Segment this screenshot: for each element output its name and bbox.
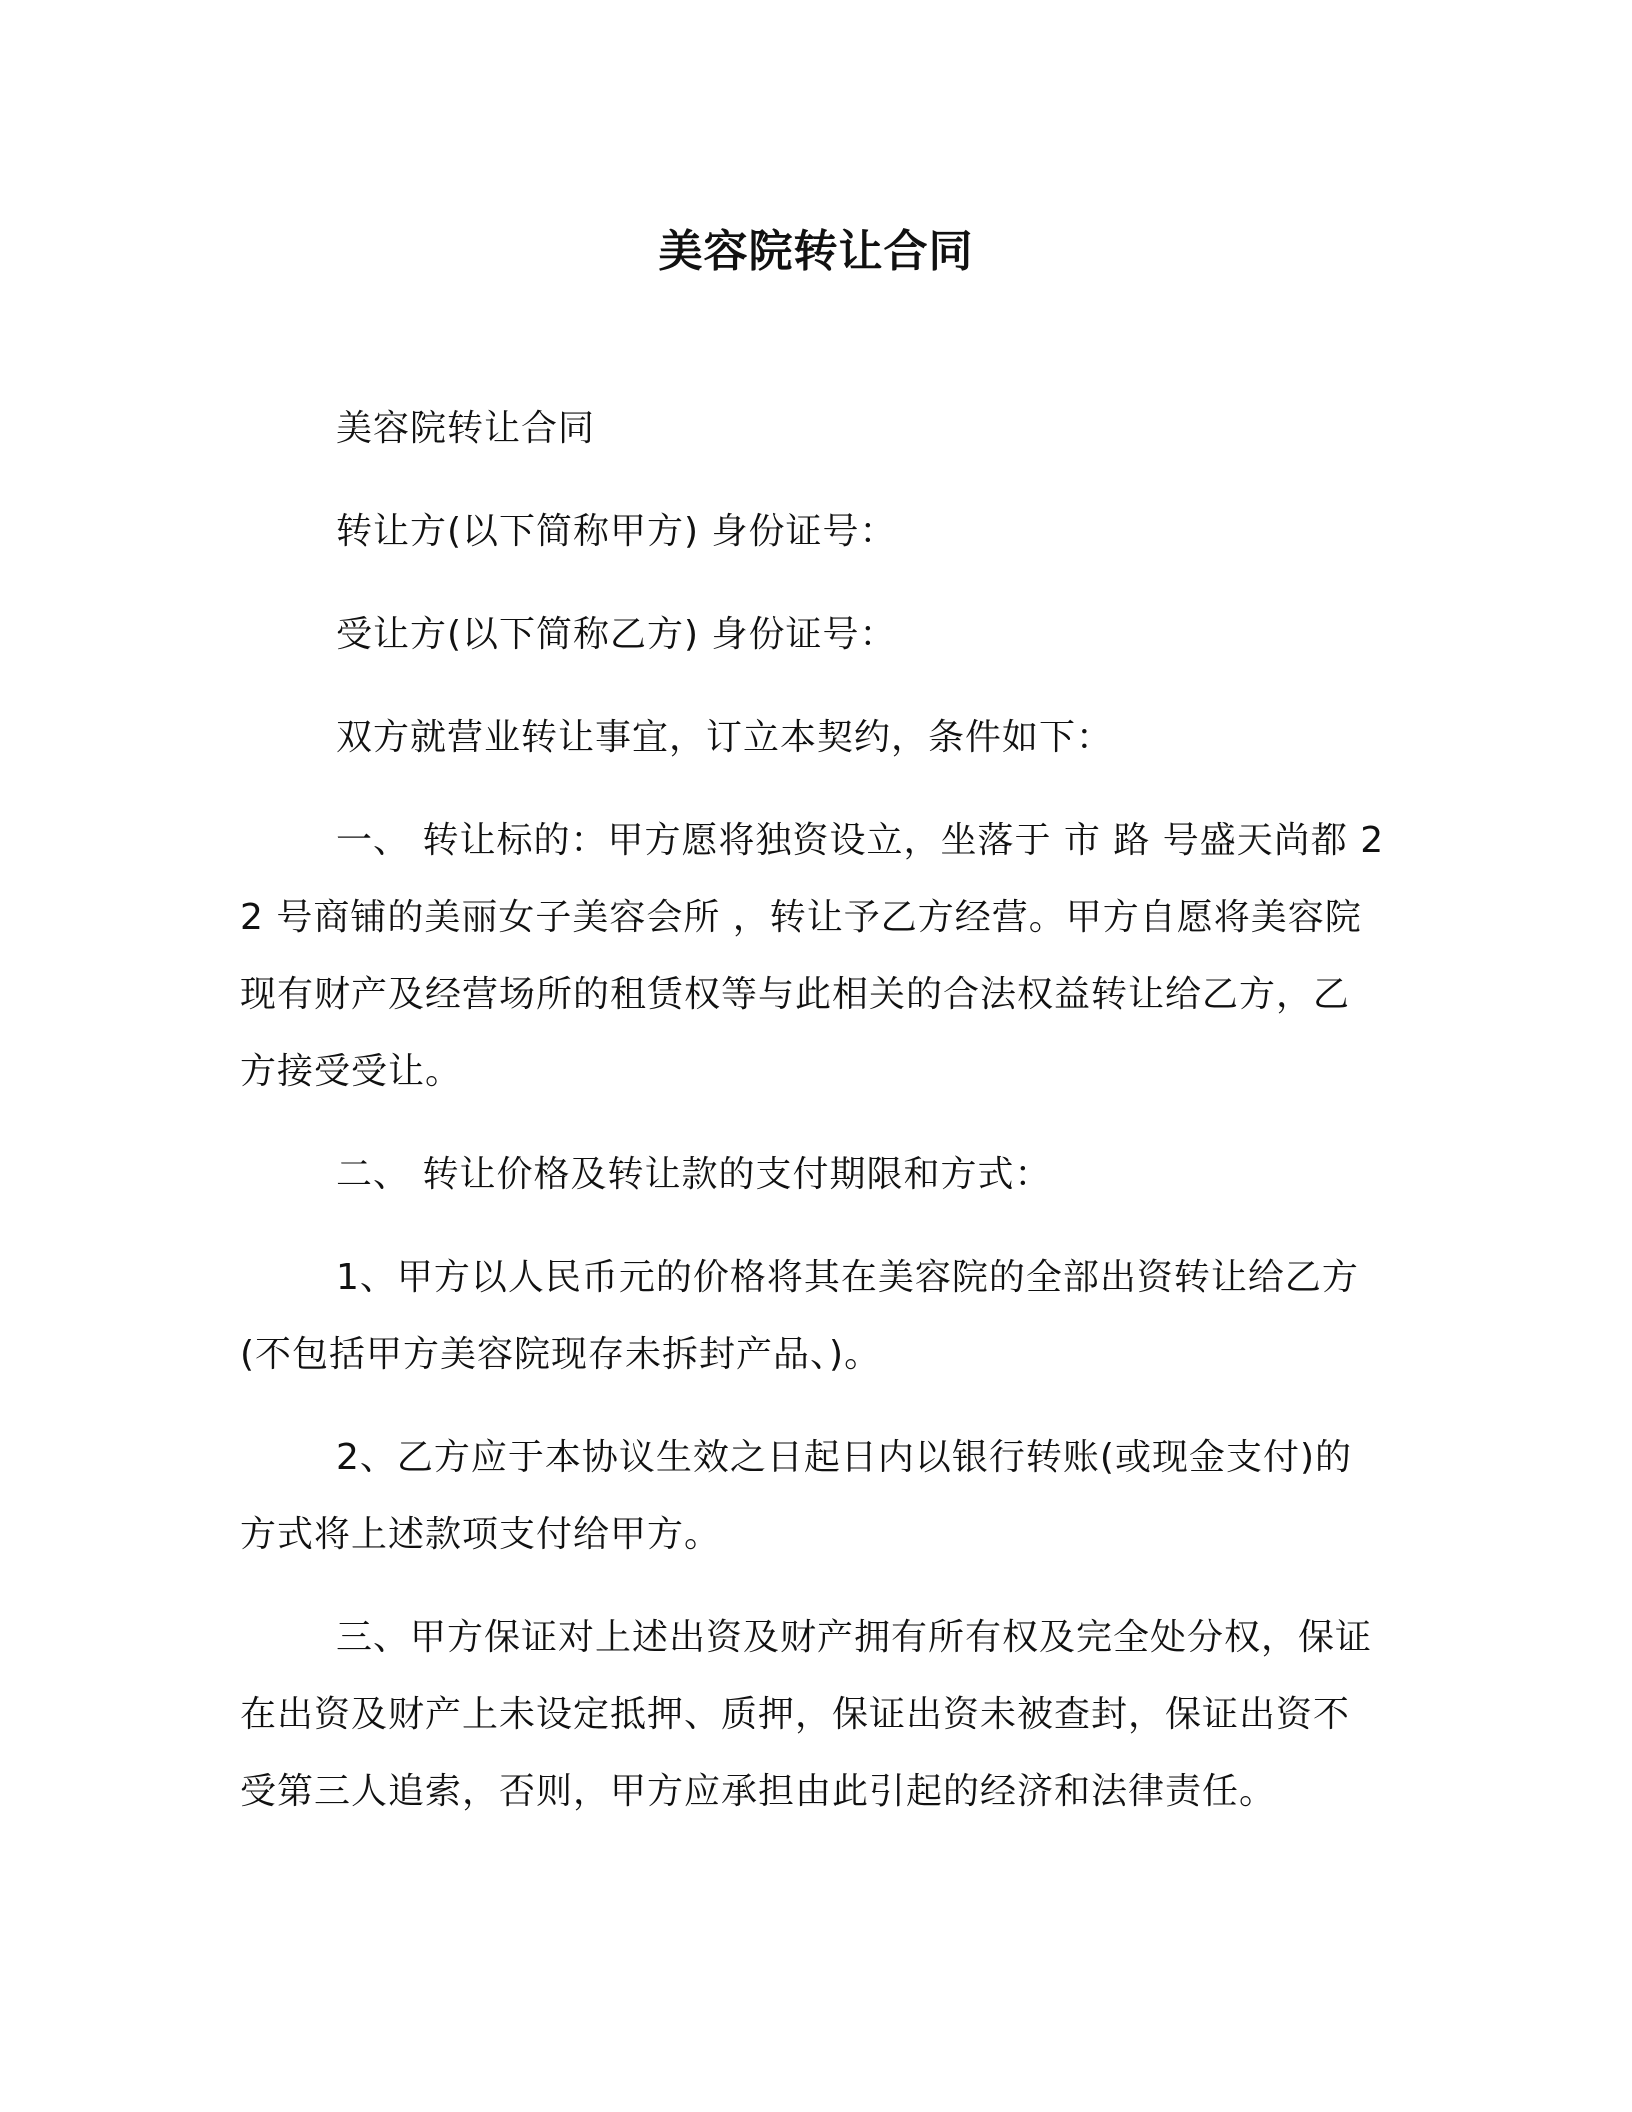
paragraph-intro: 双方就营业转让事宜，订立本契约，条件如下： <box>336 717 1114 758</box>
paragraph-transferor: 转让方(以下简称甲方) 身份证号： <box>336 511 897 552</box>
document-title: 美容院转让合同 <box>658 226 974 277</box>
paragraph-clause-2-item-1: 1、甲方以人民币元的价格将其在美容院的全部出资转让给乙方(不包括甲方美容院现存未拆封产品、)。 <box>240 1257 1359 1375</box>
paragraph-clause-3: 三、甲方保证对上述出资及财产拥有所有权及完全处分权，保证在出资及财产上未设定抵押、质押，保证出资未被查封，保证出资不受第三人追索，否则，甲方应承担由此引起的经济和法律责任。 <box>240 1617 1373 1812</box>
paragraph-clause-2: 二、 转让价格及转让款的支付期限和方式： <box>336 1154 1052 1195</box>
paragraph-clause-2-item-2: 2、乙方应于本协议生效之日起日内以银行转账(或现金支付)的方式将上述款项支付给甲方。 <box>240 1437 1352 1555</box>
paragraph-heading: 美容院转让合同 <box>336 408 596 449</box>
paragraph-transferee: 受让方(以下简称乙方) 身份证号： <box>336 614 897 655</box>
document-body <box>240 390 1386 1856</box>
paragraph-clause-1: 一、 转让标的：甲方愿将独资设立，坐落于 市 路 号盛天尚都 22 号商铺的美丽女子美容会所 ，转让予乙方经营。甲方自愿将美容院现有财产及经营场所的租赁权等与此相关的合法权益转让给乙方，乙方接受受让。 <box>240 820 1385 1092</box>
